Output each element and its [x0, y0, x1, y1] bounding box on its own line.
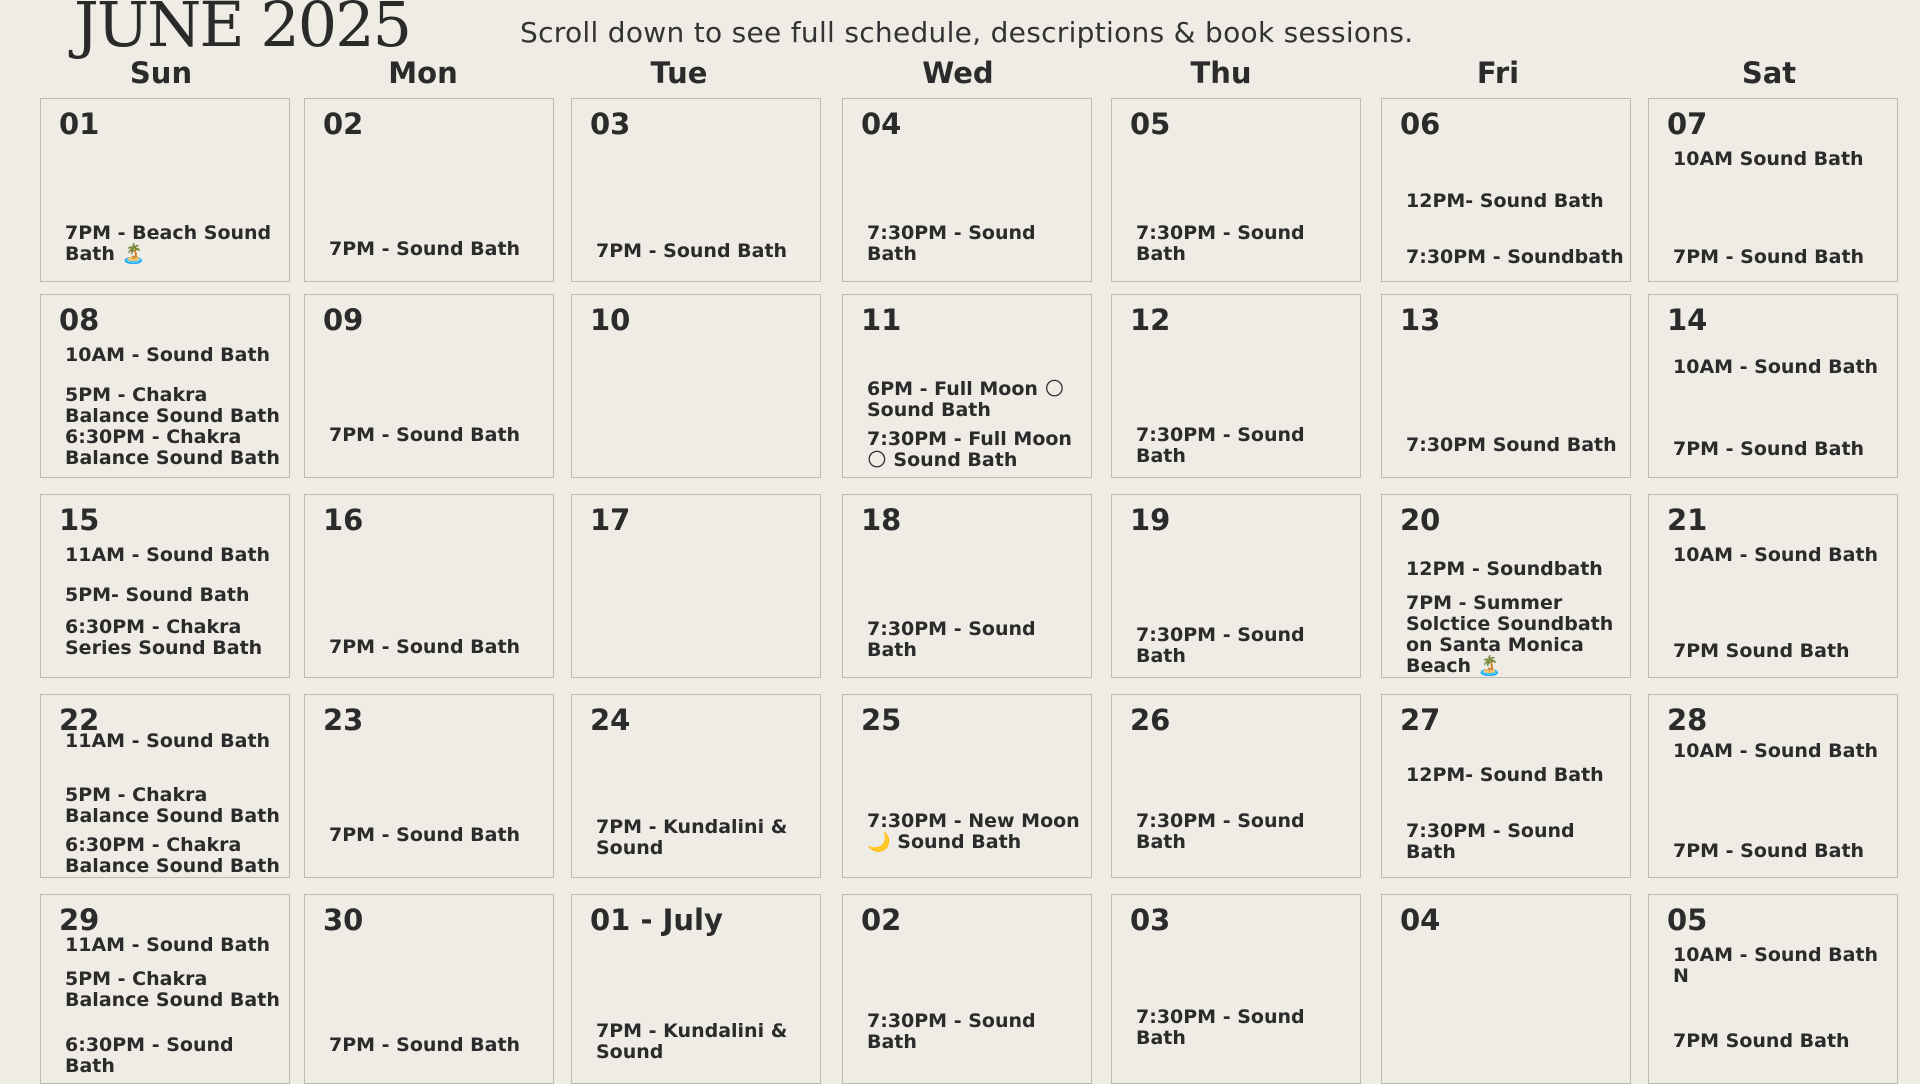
event-item[interactable]: 6:30PM - Sound Bath [65, 1034, 234, 1077]
day-number: 11 [861, 303, 902, 337]
scroll-instruction: Scroll down to see full schedule, descriptions & book sessions. [520, 16, 1414, 49]
event-item[interactable]: 12PM- Sound Bath [1406, 190, 1604, 212]
event-item[interactable]: 6:30PM - Chakra Balance Sound Bath [65, 834, 280, 877]
event-item[interactable]: 7:30PM - Sound Bath [867, 618, 1036, 661]
day-number: 03 [590, 107, 631, 141]
day-number: 05 [1667, 903, 1708, 937]
weekday-thu: Thu [1190, 56, 1252, 90]
day-cell[interactable] [1648, 98, 1898, 282]
day-number: 24 [590, 703, 631, 737]
event-item[interactable]: 5PM - Chakra Balance Sound Bath [65, 784, 280, 827]
event-item[interactable]: 7PM - Sound Bath [329, 636, 521, 658]
event-item[interactable]: 11AM - Sound Bath [65, 934, 271, 956]
day-number: 01 [59, 107, 100, 141]
day-cell[interactable] [1111, 494, 1361, 678]
event-item[interactable]: 7:30PM - Full Moon 🌕 Sound Bath [867, 428, 1072, 471]
event-item[interactable]: 10AM - Sound Bath [65, 344, 271, 366]
event-item[interactable]: 7PM - Sound Bath [1673, 438, 1865, 460]
day-cell[interactable] [304, 294, 554, 478]
event-item[interactable]: 7:30PM - Sound Bath [867, 1010, 1036, 1053]
day-cell[interactable] [1381, 294, 1631, 478]
day-number: 28 [1667, 703, 1708, 737]
event-item[interactable]: 7PM - Sound Bath [329, 424, 521, 446]
day-number: 04 [1400, 903, 1441, 937]
event-item[interactable]: 7PM - Sound Bath [329, 1034, 521, 1056]
event-item[interactable]: 6:30PM - Chakra Series Sound Bath [65, 616, 263, 659]
event-item[interactable]: 7PM - Sound Bath [596, 240, 788, 262]
weekday-sat: Sat [1741, 56, 1797, 90]
day-cell[interactable] [1111, 98, 1361, 282]
event-item[interactable]: 12PM- Sound Bath [1406, 764, 1604, 786]
day-number: 01 - July [590, 903, 723, 937]
day-cell[interactable] [1111, 894, 1361, 1084]
day-cell[interactable] [40, 294, 290, 478]
day-number: 22 [59, 703, 100, 737]
day-cell[interactable] [40, 494, 290, 678]
event-item[interactable]: 7PM - Beach Sound Bath 🏝️ [65, 222, 272, 265]
day-cell[interactable] [1648, 894, 1898, 1084]
day-number: 21 [1667, 503, 1708, 537]
day-number: 20 [1400, 503, 1441, 537]
day-cell[interactable] [571, 694, 821, 878]
event-item[interactable]: 7:30PM Sound Bath [1406, 434, 1617, 456]
day-number: 13 [1400, 303, 1441, 337]
day-number: 05 [1130, 107, 1171, 141]
day-number: 02 [323, 107, 364, 141]
event-item[interactable]: 7:30PM - Sound Bath [1136, 424, 1305, 467]
day-number: 27 [1400, 703, 1441, 737]
day-cell[interactable] [40, 694, 290, 878]
weekday-tue: Tue [650, 56, 708, 90]
day-number: 12 [1130, 303, 1171, 337]
day-cell[interactable] [842, 294, 1092, 478]
event-item[interactable]: 7:30PM - Sound Bath [1406, 820, 1575, 863]
event-item[interactable]: 12PM - Soundbath [1406, 558, 1603, 580]
event-item[interactable]: 10AM - Sound Bath N [1673, 944, 1879, 987]
event-item[interactable]: 7:30PM - Soundbath [1406, 246, 1624, 268]
day-cell[interactable] [571, 98, 821, 282]
day-cell[interactable] [571, 294, 821, 478]
event-item[interactable]: 6:30PM - Chakra Balance Sound Bath [65, 426, 280, 469]
day-number: 07 [1667, 107, 1708, 141]
event-item[interactable]: 5PM- Sound Bath [65, 584, 250, 606]
day-cell[interactable] [1648, 694, 1898, 878]
day-cell[interactable] [842, 694, 1092, 878]
day-number: 23 [323, 703, 364, 737]
day-number: 15 [59, 503, 100, 537]
day-cell[interactable] [571, 894, 821, 1084]
event-item[interactable]: 6PM - Full Moon 🌕 Sound Bath [867, 378, 1065, 421]
event-item[interactable]: 7:30PM - Sound Bath [1136, 624, 1305, 667]
day-cell[interactable] [1381, 98, 1631, 282]
event-item[interactable]: 10AM - Sound Bath [1673, 740, 1879, 762]
event-item[interactable]: 7PM Sound Bath [1673, 640, 1850, 662]
event-item[interactable]: 7PM - Sound Bath [329, 238, 521, 260]
weekday-wed: Wed [922, 56, 994, 90]
weekday-fri: Fri [1476, 56, 1520, 90]
day-cell[interactable] [40, 894, 290, 1084]
day-number: 10 [590, 303, 631, 337]
day-number: 29 [59, 903, 100, 937]
day-cell[interactable] [1381, 694, 1631, 878]
event-item[interactable]: 7PM - Summer Solctice Soundbath on Santa Monica Beach 🏝️ [1406, 592, 1614, 677]
day-number: 18 [861, 503, 902, 537]
event-item[interactable]: 10AM - Sound Bath [1673, 544, 1879, 566]
month-title: JUNE 2025 [74, 0, 411, 61]
event-item[interactable]: 5PM - Chakra Balance Sound Bath [65, 384, 280, 427]
weekday-mon: Mon [388, 56, 458, 90]
day-cell[interactable] [842, 98, 1092, 282]
event-item[interactable]: 7PM - Kundalini & Sound [596, 816, 788, 859]
event-item[interactable]: 7PM - Sound Bath [1673, 246, 1865, 268]
event-item[interactable]: 7:30PM - Sound Bath [1136, 222, 1305, 265]
weekday-sun: Sun [129, 56, 193, 90]
event-item[interactable]: 7PM - Sound Bath [1673, 840, 1865, 862]
event-item[interactable]: 10AM - Sound Bath [1673, 356, 1879, 378]
day-cell[interactable] [571, 494, 821, 678]
day-cell[interactable] [1648, 494, 1898, 678]
day-cell[interactable] [1648, 294, 1898, 478]
day-cell[interactable] [304, 494, 554, 678]
day-number: 08 [59, 303, 100, 337]
event-item[interactable]: 7PM - Kundalini & Sound [596, 1020, 788, 1063]
event-item[interactable]: 7:30PM - New Moon 🌙 Sound Bath [867, 810, 1080, 853]
day-number: 03 [1130, 903, 1171, 937]
event-item[interactable]: 5PM - Chakra Balance Sound Bath [65, 968, 280, 1011]
day-number: 25 [861, 703, 902, 737]
day-cell[interactable] [842, 494, 1092, 678]
event-item[interactable]: 7:30PM - Sound Bath [1136, 1006, 1305, 1049]
day-number: 09 [323, 303, 364, 337]
event-item[interactable]: 7PM - Sound Bath [329, 824, 521, 846]
event-item[interactable]: 10AM Sound Bath [1673, 148, 1864, 170]
day-number: 26 [1130, 703, 1171, 737]
event-item[interactable]: 11AM - Sound Bath [65, 544, 271, 566]
event-item[interactable]: 7PM Sound Bath [1673, 1030, 1850, 1052]
day-cell[interactable] [1111, 294, 1361, 478]
day-number: 19 [1130, 503, 1171, 537]
day-number: 17 [590, 503, 631, 537]
day-cell[interactable] [304, 98, 554, 282]
day-cell[interactable] [304, 694, 554, 878]
day-number: 06 [1400, 107, 1441, 141]
day-number: 14 [1667, 303, 1708, 337]
day-number: 02 [861, 903, 902, 937]
day-number: 30 [323, 903, 364, 937]
day-cell[interactable] [1381, 894, 1631, 1084]
day-cell[interactable] [1381, 494, 1631, 678]
day-cell[interactable] [842, 894, 1092, 1084]
event-item[interactable]: 7:30PM - Sound Bath [1136, 810, 1305, 853]
day-cell[interactable] [1111, 694, 1361, 878]
day-number: 04 [861, 107, 902, 141]
day-cell[interactable] [40, 98, 290, 282]
event-item[interactable]: 7:30PM - Sound Bath [867, 222, 1036, 265]
event-item[interactable]: 11AM - Sound Bath [65, 730, 271, 752]
day-number: 16 [323, 503, 364, 537]
day-cell[interactable] [304, 894, 554, 1084]
